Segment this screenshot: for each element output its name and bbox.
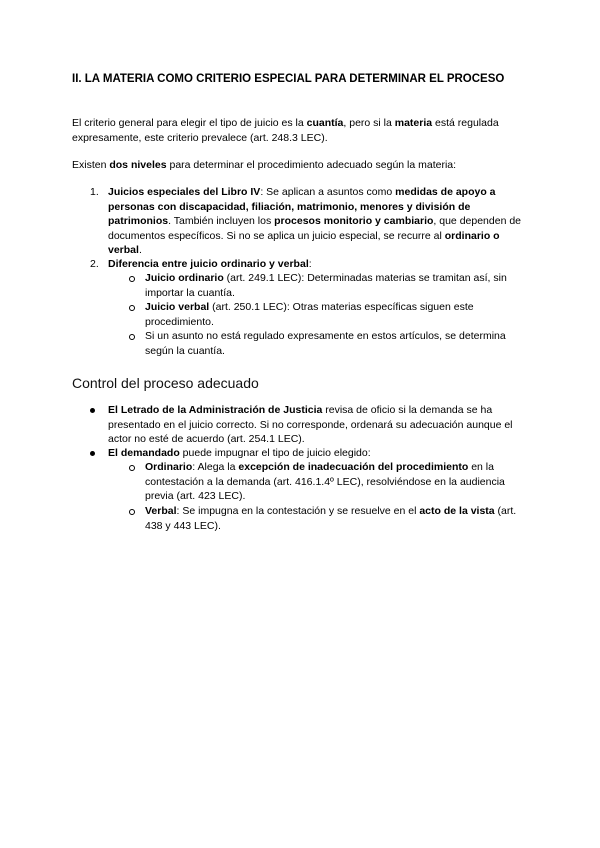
control-item2-bold: El demandado	[108, 447, 180, 459]
bullet-dot-icon	[90, 408, 95, 413]
sub-item-juicio-verbal	[145, 300, 495, 329]
item1-bold-3: procesos monitorio y cambiario	[274, 215, 434, 227]
sub1-text: (art. 249.1 LEC): Determinadas materias se tramitan así, sin importar la cuantía.	[145, 272, 507, 299]
intro-text-1: El criterio general para elegir el tipo de juicio es la	[72, 117, 307, 129]
sub2-bold: Juicio verbal	[145, 301, 210, 313]
circle-bullet-icon	[129, 465, 135, 471]
niveles-text-2: para determinar el procedimiento adecuado según la materia:	[166, 159, 457, 171]
sub3-text: Si un asunto no está regulado expresamente en estos artículos, se determina según la cuantía.	[145, 330, 506, 357]
item1-bold-4: ordinario o verbal	[108, 229, 500, 256]
intro-text-3: está regulada expresamente, este criterio prevalece (art. 248.3 LEC).	[72, 117, 499, 144]
bullet-dot-icon	[90, 451, 95, 456]
item1-text-4: .	[138, 244, 142, 256]
intro-bold-materia: materia	[394, 117, 433, 129]
sub-item-cuantia	[145, 329, 533, 358]
niveles-paragraph	[72, 158, 537, 173]
item1-text-3: , que dependen de documentos específicos. Si no se aplica un juicio especial, se recurre al	[108, 215, 522, 242]
circle-bullet-icon	[129, 509, 135, 515]
circle-bullet-icon	[129, 276, 135, 282]
list-item-letrado	[108, 403, 528, 447]
sub1-bold: Juicio ordinario	[145, 272, 224, 284]
control-sub1-text-1: : Alega la	[192, 461, 239, 473]
control-sub2-bold-2: acto de la vista	[419, 505, 495, 517]
item1-text-2: . También incluyen los	[168, 215, 275, 227]
intro-paragraph	[72, 116, 537, 146]
control-sub1-text-2: en la contestación a la demanda (art. 416.1.4º LEC), resolviéndose en la audiencia previa (art. 423 LEC).	[145, 461, 505, 502]
control-heading: Control del proceso adecuado	[72, 375, 259, 391]
circle-bullet-icon	[129, 334, 135, 340]
control-item2-text: puede impugnar el tipo de juicio elegido:	[179, 447, 371, 459]
control-item1-bold: El Letrado de la Administración de Justicia	[108, 404, 323, 416]
intro-text-2: , pero si la	[343, 117, 395, 129]
section-heading: II. LA MATERIA COMO CRITERIO ESPECIAL PARA DETERMINAR EL PROCESO	[72, 73, 505, 85]
list-item-demandado	[108, 446, 528, 461]
item1-bold-2: medidas de apoyo a personas con discapacidad, filiación, matrimonio, menores y división de patrimonios	[108, 186, 496, 227]
item1-text-1: : Se aplican a asuntos como	[260, 186, 396, 198]
sub-item-verbal	[145, 504, 533, 533]
control-sub1-bold-2: excepción de inadecuación del procedimiento	[238, 461, 469, 473]
control-sub2-text-2: (art. 438 y 443 LEC).	[145, 505, 517, 532]
intro-bold-cuantia: cuantía	[306, 117, 344, 129]
control-sub1-bold-1: Ordinario	[145, 461, 193, 473]
list-item-diferencia	[108, 257, 528, 272]
sub-item-ordinario	[145, 460, 533, 504]
control-item1-text: revisa de oficio si la demanda se ha presentado en el juicio correcto. Si no corresponde, ordenará su adecuación aunque el actor no esté de acuerdo (art. 254.1 LEC).	[108, 404, 513, 445]
control-sub2-bold-1: Verbal	[145, 505, 177, 517]
list-marker-2: 2.	[90, 258, 99, 270]
sub2-text: (art. 250.1 LEC): Otras materias específicas siguen este procedimiento.	[145, 301, 474, 328]
niveles-bold: dos niveles	[109, 159, 167, 171]
item2-bold: Diferencia entre juicio ordinario y verbal	[108, 258, 309, 270]
item1-bold-1: Juicios especiales del Libro IV	[108, 186, 261, 198]
item2-text: :	[308, 258, 312, 270]
circle-bullet-icon	[129, 305, 135, 311]
list-marker-1: 1.	[90, 186, 99, 198]
niveles-text-1: Existen	[72, 159, 110, 171]
list-item-juicios-especiales	[108, 185, 528, 258]
sub-item-juicio-ordinario	[145, 271, 533, 300]
control-sub2-text-1: : Se impugna en la contestación y se resuelve en el	[176, 505, 420, 517]
